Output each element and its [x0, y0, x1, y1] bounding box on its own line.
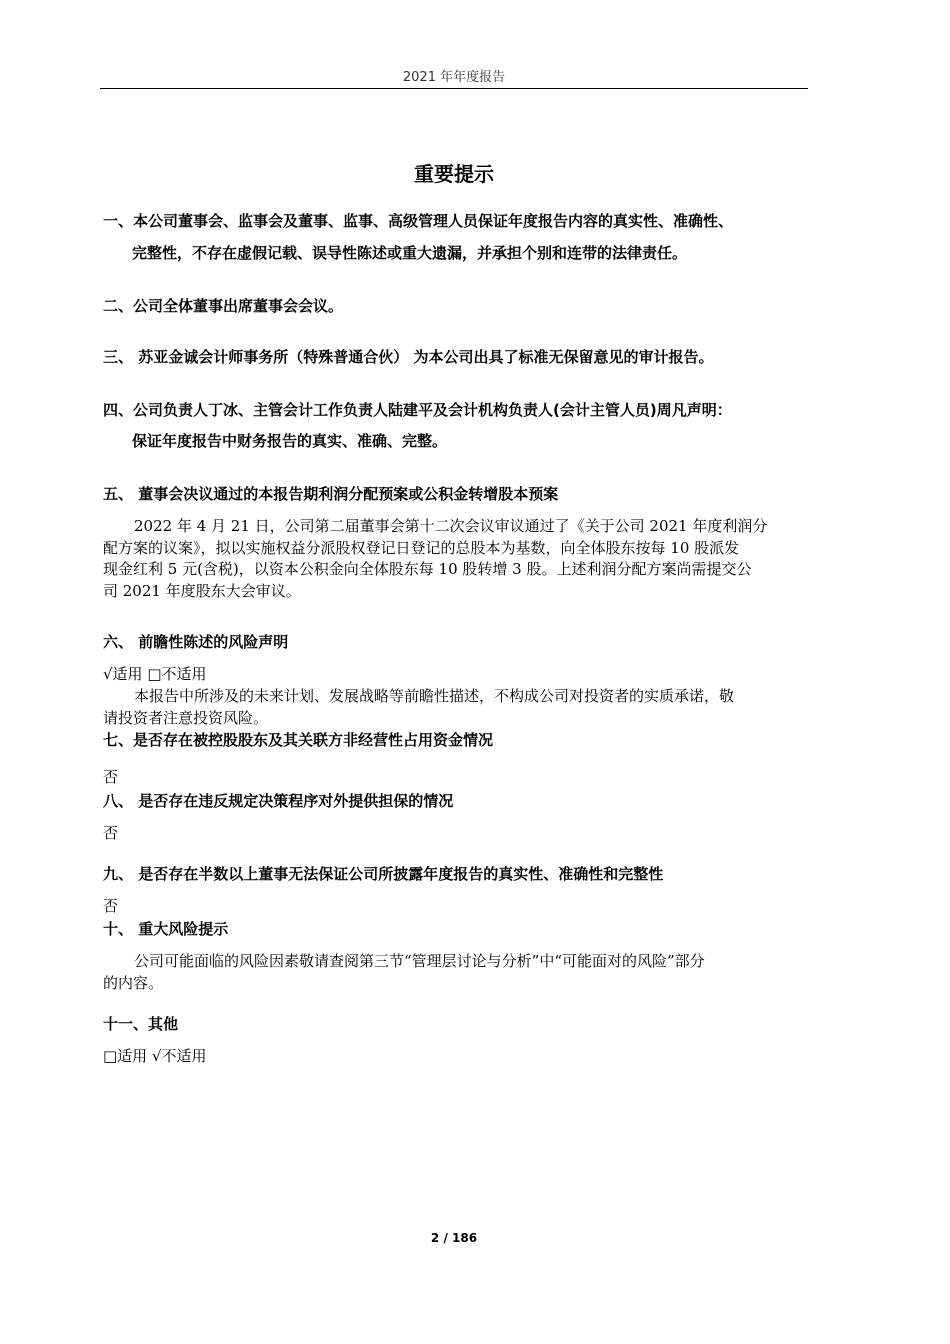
section-8-heading: 八、 是否存在违反规定决策程序对外提供担保的情况 — [103, 792, 454, 810]
section-5-paragraph-line-1: 2022 年 4 月 21 日，公司第二届董事会第十二次会议审议通过了《关于公司 2021 年度利润分 — [134, 517, 768, 535]
section-10-heading: 十、 重大风险提示 — [103, 920, 229, 938]
header-rule — [100, 88, 808, 89]
section-4-line-1: 四、公司负责人丁冰、主管会计工作负责人陆建平及会计机构负责人(会计主管人员)周凡声明： — [103, 401, 732, 419]
section-11-options: □适用 √不适用 — [103, 1047, 207, 1065]
section-7-heading: 七、是否存在被控股股东及其关联方非经营性占用资金情况 — [103, 731, 494, 749]
section-6-heading: 六、 前瞻性陈述的风险声明 — [103, 633, 289, 651]
page-number: 2 / 186 — [430, 1231, 478, 1245]
section-8-answer: 否 — [103, 824, 119, 842]
running-header: 2021 年年度报告 — [402, 70, 506, 85]
section-5-paragraph-line-4: 司 2021 年度股东大会审议。 — [103, 582, 301, 600]
section-10-paragraph-line-2: 的内容。 — [103, 974, 164, 992]
section-1-line-1: 一、本公司董事会、监事会及董事、监事、高级管理人员保证年度报告内容的真实性、准确性、 — [103, 212, 734, 230]
page-title: 重要提示 — [414, 162, 494, 186]
section-6-paragraph-line-2: 请投资者注意投资风险。 — [103, 709, 269, 727]
section-4-line-2: 保证年度报告中财务报告的真实、准确、完整。 — [132, 432, 448, 450]
section-9-heading: 九、 是否存在半数以上董事无法保证公司所披露年度报告的真实性、准确性和完整性 — [103, 865, 664, 883]
section-1-line-2: 完整性，不存在虚假记载、误导性陈述或重大遗漏，并承担个别和连带的法律责任。 — [132, 244, 688, 262]
section-9-answer: 否 — [103, 897, 119, 915]
section-2: 二、公司全体董事出席董事会会议。 — [103, 297, 344, 315]
section-5-heading: 五、 董事会决议通过的本报告期利润分配预案或公积金转增股本预案 — [103, 485, 559, 503]
section-10-paragraph-line-1: 公司可能面临的风险因素敬请查阅第三节“管理层讨论与分析”中“可能面对的风险”部分 — [134, 952, 705, 970]
section-3: 三、 苏亚金诚会计师事务所（特殊普通合伙） 为本公司出具了标准无保留意见的审计报告。 — [103, 348, 714, 366]
section-6-paragraph-line-1: 本报告中所涉及的未来计划、发展战略等前瞻性描述，不构成公司对投资者的实质承诺，敬 — [134, 687, 735, 705]
section-5-paragraph-line-2: 配方案的议案》，拟以实施权益分派股权登记日登记的总股本为基数，向全体股东按每 10 股派发 — [103, 539, 740, 557]
section-11-heading: 十一、其他 — [103, 1015, 179, 1033]
section-7-answer: 否 — [103, 768, 119, 786]
section-6-options: √适用 □不适用 — [103, 665, 207, 683]
section-5-paragraph-line-3: 现金红利 5 元(含税)，以资本公积金向全体股东每 10 股转增 3 股。上述利润分配方案尚需提交公 — [103, 560, 752, 578]
